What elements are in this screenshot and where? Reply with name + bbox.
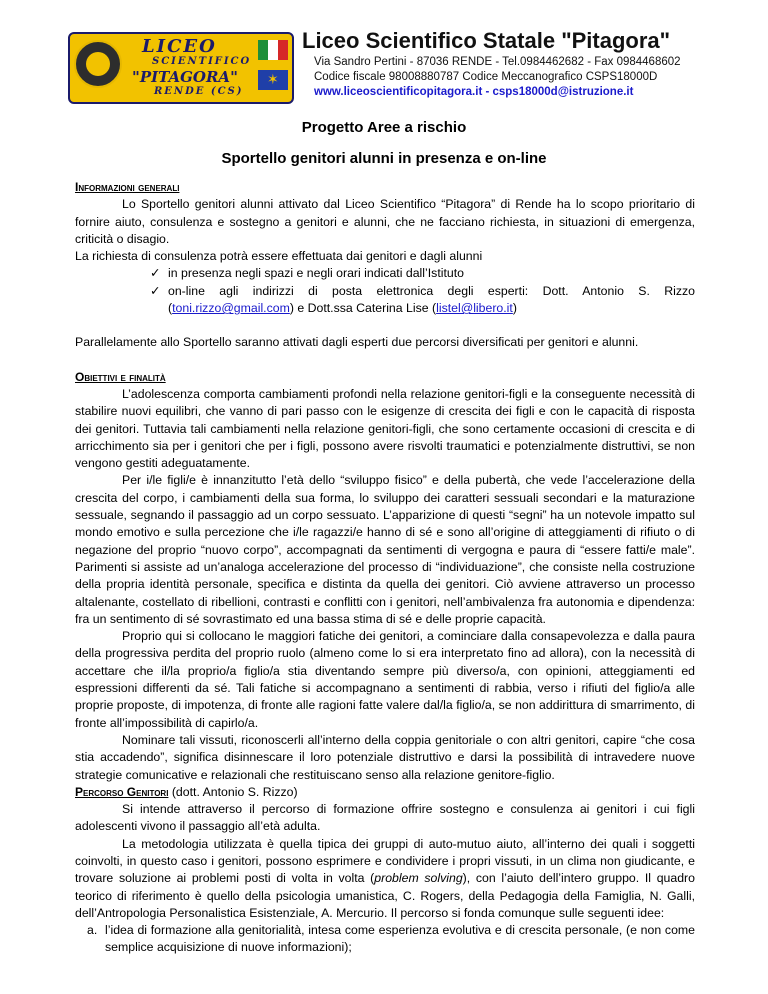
section-heading-parents: Percorso Genitori: [75, 784, 169, 799]
list-item: [75, 283, 695, 318]
list-item-text: in presenza negli spazi e negli orari indicati dall’Istituto: [168, 266, 464, 281]
paragraph: Parallelamente allo Sportello saranno attivati dagli esperti due percorsi diversificati per genitori e alunni.: [75, 335, 639, 350]
lettered-list: [75, 922, 695, 957]
section-heading-info: Informazioni generali: [75, 180, 180, 194]
eu-flag-icon: [258, 70, 288, 90]
republic-emblem-icon: [74, 40, 122, 88]
paragraph: L’adolescenza comporta cambiamenti profondi nella relazione genitori-figli e la conseguente necessità di stabilire nuovi equilibri, che vanno di pari passo con le esigenze di crescita dei figli e con le capacità di risposta dei genitori. Tuttavia tali cambiamenti nella relazione genitori-figli, che sono certamente occasioni di crescita e di arricchimento sia per i genitori che per i figli, possono avere risvolti traumatici e potenzialmente distruttivi, se non vengono gestiti adeguatamente.: [75, 386, 695, 471]
list-item: [75, 265, 695, 282]
email-link-rizzo[interactable]: toni.rizzo@gmail.com: [172, 301, 290, 316]
list-letter: a.: [87, 923, 98, 938]
paragraph: Per i/le figli/e è innanzitutto l’età dello “sviluppo fisico” e della pubertà, che vede l’accelerazione della crescita del corpo, i cambiamenti della sua forma, lo sviluppo dei caratteri sessuali secondari e la maturazione sessuale, segnando il passaggio ad un corpo sessuato. L’apparizione di questi “segni” ha un notevole impatto sul mondo emotivo e sulla percezione che i/le ragazzi/e hanno di sé e sono all’origine di atteggiamenti di rifiuto o di negazione del proprio “nuovo corpo”, accompagnati da sentimenti di vergogna e paura di “essere fatti/e male”. Parimenti si assiste ad un’analoga accelerazione del processo di “individuazione”, che consiste nella costruzione della propria identità personale, specifica e distinta da quella dei genitori. Ciò avviene attraverso un processo altalenante, costellato di ribellioni, contrasti e conflitti con i genitori, nell’ambivalenza fra autonomia e dipendenza: fra un sentimento di sé sovrastimato ed una bassa stima di sé e delle proprie capacità.: [75, 473, 695, 626]
web-line[interactable]: www.liceoscientificopitagora.it - csps18000d@istruzione.it: [314, 86, 634, 98]
paragraph: [75, 836, 695, 922]
logo-line-1: LICEO: [142, 36, 217, 57]
section-heading-goals: Obiettivi e finalità: [75, 369, 166, 384]
paragraph-text: La metodologia utilizzata è quella tipica dei gruppi di auto-mutuo aiuto, all’interno dei quali i soggetti coinvolti, in questo caso i genitori, possono esprimere e condividere i propri vissuti, in un clima non giudicante, e trovare soluzione ai problemi posti di volta in volta (: [75, 836, 695, 886]
codes-line: Codice fiscale 98008880787 Codice Meccanografico CSPS18000D: [314, 71, 658, 83]
institution-name: Liceo Scientifico Statale "Pitagora": [302, 28, 671, 53]
logo-line-3: "PITAGORA": [132, 68, 238, 86]
school-logo: [68, 32, 294, 104]
letterhead: [68, 26, 708, 104]
address-line: Via Sandro Pertini - 87036 RENDE - Tel.0984462682 - Fax 0984468602: [314, 56, 681, 68]
emphasis-text: problem solving: [374, 871, 463, 886]
document-subtitle: Sportello genitori alunni in presenza e on-line: [221, 150, 547, 167]
logo-line-2: SCIENTIFICO: [152, 56, 252, 67]
email-link-lise[interactable]: listel@libero.it: [436, 301, 513, 316]
document-body: [75, 179, 695, 957]
paragraph-text: ), con l’aiuto dell’intero gruppo. Il quadro teorico di riferimento è quello della psicologia umanistica, C. Rogers, della Pedagogia della Famiglia, N. Galli, dell’Antropologia Personalistica Esistenziale, A. Mercurio. Il percorso si fonda comunque sulle seguenti idee:: [75, 871, 695, 920]
paragraph: La richiesta di consulenza potrà essere effettuata dai genitori e dagli alunni: [75, 249, 483, 264]
list-item-text: l’idea di formazione alla genitorialità, intesa come esperienza evolutiva e di crescita personale, (e non come semplice acquisizione di nuove informazioni);: [105, 923, 695, 955]
paragraph: Lo Sportello genitori alunni attivato dal Liceo Scientifico “Pitagora” di Rende ha lo scopo prioritario di fornire aiuto, consulenza e sostegno a genitori e alunni, che ne facciano richiesta, in situazioni di emergenza, criticità o disagio.: [75, 197, 695, 246]
logo-line-4: RENDE (CS): [154, 86, 244, 97]
document-title: Progetto Aree a rischio: [301, 119, 467, 136]
list-item-text: on-line agli indirizzi di posta elettronica degli esperti: Dott. Antonio S. Rizzo (: [168, 283, 695, 316]
paragraph: Nominare tali vissuti, riconoscerli all’interno della coppia genitoriale o con altri genitori, capire “che cosa stia accadendo”, significa disinnescare il loro potenziale distruttivo e darsi la possibilità di intravedere nuove strategie comunicative e relazionali che restituiscano senso alla relazione genitore-figlio.: [75, 732, 695, 782]
paragraph: Proprio qui si collocano le maggiori fatiche dei genitori, a cominciare dalla consapevolezza e dalla paura della progressiva perdita del proprio ruolo (almeno come lo si era interpretato fino ad allora), con la necessità di accettare che il/la proprio/a figlio/a stia diventando sempre più diverso/a, con opinioni, atteggiamenti ed espressioni differenti da sé. Tali fatiche si accompagnano a sentimenti di rabbia, verso i rifiuti del figlio/a alle proprie proposte, di impotenza, di fronte alle ragioni fatte valere dal/la figlio/a, se non addirittura di smarrimento, di fronte all’impossibilità di capirlo/a.: [75, 629, 695, 730]
italian-flag-icon: [258, 40, 288, 60]
list-item-text: ): [512, 301, 517, 316]
check-icon: ✓: [150, 266, 161, 281]
section-heading-tail: (dott. Antonio S. Rizzo): [168, 784, 298, 799]
list-item: [75, 922, 695, 957]
check-icon: ✓: [150, 283, 161, 298]
paragraph: Si intende attraverso il percorso di formazione offrire sostegno e consulenza ai genitori i cui figli adolescenti vivono il passaggio all’età adulta.: [75, 802, 695, 834]
check-list: [75, 265, 695, 317]
list-item-text: ) e Dott.ssa Caterina Lise (: [289, 301, 437, 316]
